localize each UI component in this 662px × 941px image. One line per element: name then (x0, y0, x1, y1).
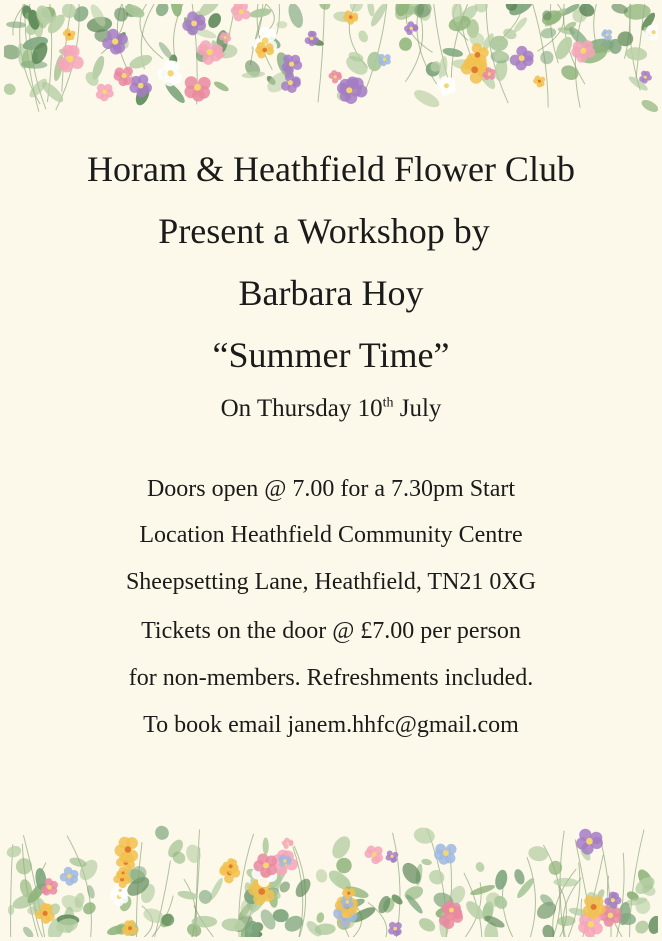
date-suffix: th (382, 395, 394, 411)
detail-tickets: Tickets on the door @ £7.00 per person (141, 618, 521, 644)
detail-location: Location Heathfield Community Centre (139, 522, 523, 548)
workshop-name: “Summer Time” (212, 335, 450, 375)
floral-garland-icon (4, 815, 658, 937)
date-month: July (393, 395, 442, 422)
date-prefix: On Thursday 10 (220, 395, 383, 422)
top-floral-border (4, 4, 658, 122)
presenter-name: Barbara Hoy (238, 273, 424, 313)
workshop-subtitle: Present a Workshop by (158, 211, 490, 251)
bottom-floral-border (4, 815, 658, 937)
detail-refreshments: for non-members. Refreshments included. (128, 665, 534, 691)
event-date (0, 395, 662, 423)
detail-address: Sheepsetting Lane, Heathfield, TN21 0XG (125, 569, 537, 595)
club-title: Horam & Heathfield Flower Club (87, 149, 575, 189)
detail-doors: Doors open @ 7.00 for a 7.30pm Start (146, 476, 516, 502)
detail-booking: To book email janem.hhfc@gmail.com (143, 712, 519, 738)
floral-garland-icon (4, 4, 658, 122)
